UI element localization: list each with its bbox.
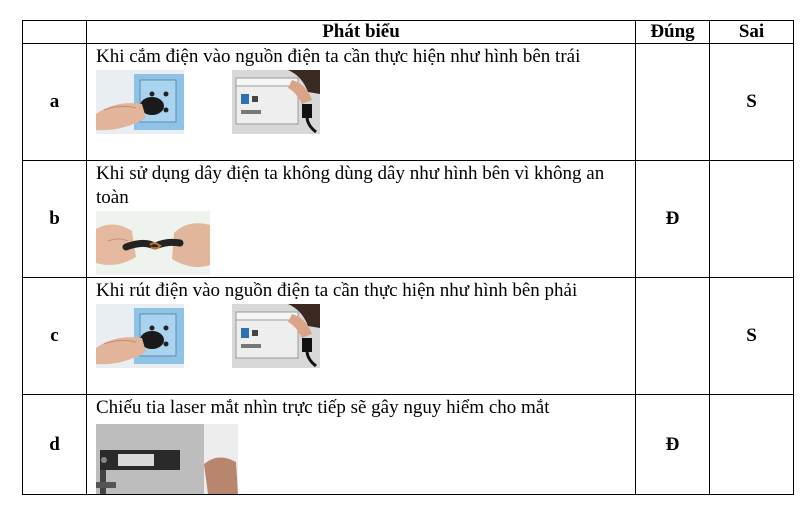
statement-cell [87, 44, 636, 161]
false-mark-cell [710, 395, 794, 495]
table-row-a [23, 44, 794, 161]
true-mark-cell [636, 44, 710, 161]
statement-cell [87, 278, 636, 395]
statement-cell [87, 161, 636, 278]
true-mark-cell: Đ [636, 395, 710, 495]
laser-device-photo [96, 424, 238, 494]
wall-socket-photo [96, 304, 184, 368]
device-cord-photo [232, 70, 320, 134]
statement-images [96, 70, 626, 134]
statement-text: Khi sử dụng dây điện ta không dùng dây như hình bên vì không an toàn [96, 163, 605, 208]
false-mark-cell: S [710, 44, 794, 161]
true-mark-cell [636, 278, 710, 395]
table-row-d [23, 395, 794, 495]
device-cord-photo [232, 304, 320, 368]
wall-socket-photo [96, 70, 184, 134]
header-false: Sai [710, 21, 794, 44]
row-letter: a [23, 44, 87, 161]
statement-text: Khi cắm điện vào nguồn điện ta cần thực hiện như hình bên trái [96, 46, 581, 67]
header-true: Đúng [636, 21, 710, 44]
true-false-table [22, 20, 794, 495]
header-statement: Phát biểu [87, 21, 636, 44]
statement-images [96, 211, 626, 275]
row-letter: c [23, 278, 87, 395]
row-letter: b [23, 161, 87, 278]
table-row-b [23, 161, 794, 278]
statement-text: Khi rút điện vào nguồn điện ta cần thực hiện như hình bên phải [96, 280, 578, 301]
header-blank [23, 21, 87, 44]
header-row [23, 21, 794, 44]
true-mark-cell: Đ [636, 161, 710, 278]
statement-cell [87, 395, 636, 495]
false-mark-cell: S [710, 278, 794, 395]
statement-text: Chiếu tia laser mắt nhìn trực tiếp sẽ gây nguy hiểm cho mắt [96, 397, 550, 418]
table-row-c [23, 278, 794, 395]
false-mark-cell [710, 161, 794, 278]
statement-images [96, 424, 626, 494]
row-letter: d [23, 395, 87, 495]
statement-images [96, 304, 626, 368]
damaged-wire-photo [96, 211, 210, 275]
